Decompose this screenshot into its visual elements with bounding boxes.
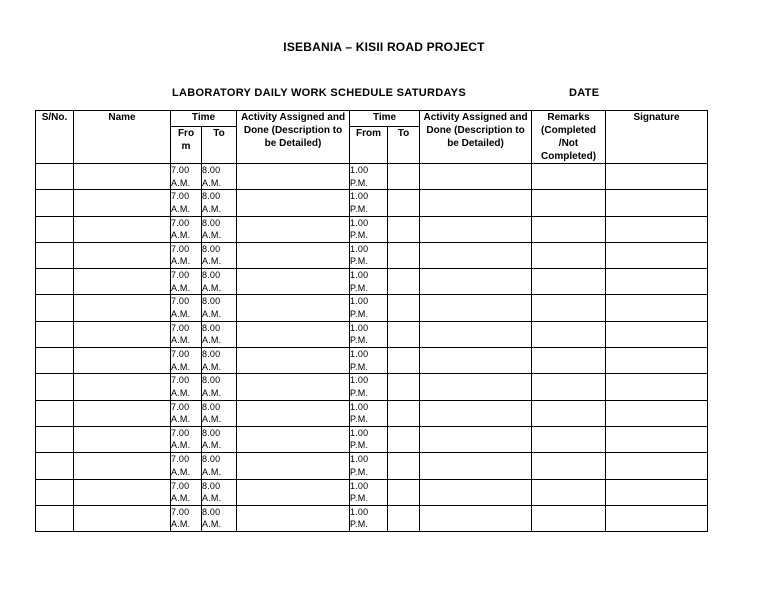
afternoon-to-cell [388, 374, 420, 400]
morning-from-cell: 7.00 A.M. [171, 190, 202, 216]
afternoon-activity-cell [420, 400, 532, 426]
afternoon-to-cell [388, 242, 420, 268]
name-cell [74, 505, 171, 531]
column-header-name: Name [74, 111, 171, 164]
afternoon-to-cell [388, 216, 420, 242]
afternoon-activity-cell [420, 479, 532, 505]
signature-cell [606, 453, 708, 479]
table-row [36, 505, 708, 531]
sno-cell [36, 453, 74, 479]
name-cell [74, 453, 171, 479]
remarks-cell [532, 216, 606, 242]
sno-cell [36, 426, 74, 452]
afternoon-activity-cell [420, 242, 532, 268]
afternoon-activity-cell [420, 453, 532, 479]
signature-cell [606, 479, 708, 505]
work-schedule-table [35, 110, 708, 532]
column-header-time-afternoon: Time [350, 111, 420, 127]
afternoon-to-cell [388, 505, 420, 531]
remarks-cell [532, 453, 606, 479]
name-cell [74, 269, 171, 295]
afternoon-from-cell: 1.00 P.M. [350, 348, 388, 374]
sno-cell [36, 400, 74, 426]
morning-activity-cell [237, 348, 350, 374]
schedule-subtitle: LABORATORY DAILY WORK SCHEDULE SATURDAYS [172, 87, 466, 99]
date-label: DATE [569, 87, 600, 99]
afternoon-activity-cell [420, 348, 532, 374]
sno-cell [36, 164, 74, 190]
morning-activity-cell [237, 269, 350, 295]
name-cell [74, 348, 171, 374]
morning-activity-cell [237, 505, 350, 531]
afternoon-to-cell [388, 400, 420, 426]
morning-to-cell: 8.00 A.M. [202, 479, 237, 505]
morning-activity-cell [237, 426, 350, 452]
sno-cell [36, 321, 74, 347]
morning-to-cell: 8.00 A.M. [202, 321, 237, 347]
table-row [36, 242, 708, 268]
table-row [36, 190, 708, 216]
name-cell [74, 374, 171, 400]
table-row [36, 453, 708, 479]
signature-cell [606, 242, 708, 268]
morning-from-cell: 7.00 A.M. [171, 321, 202, 347]
remarks-cell [532, 505, 606, 531]
name-cell [74, 216, 171, 242]
afternoon-from-cell: 1.00 P.M. [350, 479, 388, 505]
morning-from-cell: 7.00 A.M. [171, 426, 202, 452]
column-header-sno: S/No. [36, 111, 74, 164]
afternoon-to-cell [388, 348, 420, 374]
afternoon-from-cell: 1.00 P.M. [350, 453, 388, 479]
afternoon-from-cell: 1.00 P.M. [350, 164, 388, 190]
document-title: ISEBANIA – KISII ROAD PROJECT [283, 40, 485, 54]
name-cell [74, 479, 171, 505]
table-row [36, 348, 708, 374]
morning-activity-cell [237, 374, 350, 400]
sno-cell [36, 190, 74, 216]
remarks-cell [532, 242, 606, 268]
afternoon-to-cell [388, 426, 420, 452]
afternoon-from-cell: 1.00 P.M. [350, 190, 388, 216]
afternoon-from-cell: 1.00 P.M. [350, 505, 388, 531]
table-row [36, 269, 708, 295]
afternoon-from-cell: 1.00 P.M. [350, 269, 388, 295]
signature-cell [606, 321, 708, 347]
morning-from-cell: 7.00 A.M. [171, 242, 202, 268]
morning-activity-cell [237, 164, 350, 190]
column-header-to-morning: To [202, 127, 237, 164]
morning-to-cell: 8.00 A.M. [202, 295, 237, 321]
table-header-row [36, 111, 708, 127]
table-row [36, 426, 708, 452]
afternoon-activity-cell [420, 374, 532, 400]
table-row [36, 479, 708, 505]
afternoon-to-cell [388, 164, 420, 190]
sno-cell [36, 295, 74, 321]
name-cell [74, 295, 171, 321]
morning-to-cell: 8.00 A.M. [202, 453, 237, 479]
signature-cell [606, 505, 708, 531]
column-header-from-afternoon: From [350, 127, 388, 164]
morning-from-cell: 7.00 A.M. [171, 295, 202, 321]
morning-from-cell: 7.00 A.M. [171, 348, 202, 374]
morning-to-cell: 8.00 A.M. [202, 426, 237, 452]
column-header-from-morning: Fro m [171, 127, 202, 164]
column-header-activity-morning: Activity Assigned and Done (Description to be Detailed) [237, 111, 350, 164]
remarks-cell [532, 321, 606, 347]
table-row [36, 216, 708, 242]
morning-to-cell: 8.00 A.M. [202, 242, 237, 268]
sno-cell [36, 374, 74, 400]
sno-cell [36, 269, 74, 295]
remarks-cell [532, 374, 606, 400]
table-row [36, 295, 708, 321]
afternoon-from-cell: 1.00 P.M. [350, 242, 388, 268]
signature-cell [606, 426, 708, 452]
remarks-cell [532, 426, 606, 452]
afternoon-to-cell [388, 453, 420, 479]
afternoon-activity-cell [420, 295, 532, 321]
remarks-cell [532, 269, 606, 295]
remarks-cell [532, 164, 606, 190]
table-body [36, 164, 708, 532]
morning-activity-cell [237, 295, 350, 321]
morning-activity-cell [237, 216, 350, 242]
afternoon-from-cell: 1.00 P.M. [350, 216, 388, 242]
morning-to-cell: 8.00 A.M. [202, 348, 237, 374]
afternoon-from-cell: 1.00 P.M. [350, 374, 388, 400]
morning-activity-cell [237, 479, 350, 505]
morning-to-cell: 8.00 A.M. [202, 374, 237, 400]
afternoon-activity-cell [420, 216, 532, 242]
morning-from-cell: 7.00 A.M. [171, 453, 202, 479]
column-header-activity-afternoon: Activity Assigned and Done (Description to be Detailed) [420, 111, 532, 164]
morning-to-cell: 8.00 A.M. [202, 216, 237, 242]
signature-cell [606, 190, 708, 216]
afternoon-to-cell [388, 295, 420, 321]
sno-cell [36, 242, 74, 268]
table-row [36, 374, 708, 400]
remarks-cell [532, 190, 606, 216]
afternoon-from-cell: 1.00 P.M. [350, 295, 388, 321]
remarks-cell [532, 348, 606, 374]
afternoon-to-cell [388, 479, 420, 505]
name-cell [74, 426, 171, 452]
morning-activity-cell [237, 453, 350, 479]
afternoon-activity-cell [420, 190, 532, 216]
afternoon-from-cell: 1.00 P.M. [350, 400, 388, 426]
afternoon-from-cell: 1.00 P.M. [350, 321, 388, 347]
signature-cell [606, 164, 708, 190]
name-cell [74, 242, 171, 268]
signature-cell [606, 295, 708, 321]
signature-cell [606, 400, 708, 426]
table-row [36, 321, 708, 347]
morning-to-cell: 8.00 A.M. [202, 164, 237, 190]
name-cell [74, 190, 171, 216]
morning-activity-cell [237, 190, 350, 216]
morning-from-cell: 7.00 A.M. [171, 505, 202, 531]
afternoon-to-cell [388, 190, 420, 216]
column-header-to-afternoon: To [388, 127, 420, 164]
afternoon-from-cell: 1.00 P.M. [350, 426, 388, 452]
sno-cell [36, 505, 74, 531]
sno-cell [36, 348, 74, 374]
afternoon-activity-cell [420, 321, 532, 347]
morning-to-cell: 8.00 A.M. [202, 400, 237, 426]
table-row [36, 400, 708, 426]
column-header-signature: Signature [606, 111, 708, 164]
name-cell [74, 321, 171, 347]
morning-from-cell: 7.00 A.M. [171, 269, 202, 295]
afternoon-to-cell [388, 321, 420, 347]
column-header-remarks: Remarks (Completed /Not Completed) [532, 111, 606, 164]
morning-activity-cell [237, 321, 350, 347]
table-row [36, 164, 708, 190]
sno-cell [36, 479, 74, 505]
signature-cell [606, 216, 708, 242]
morning-activity-cell [237, 242, 350, 268]
sno-cell [36, 216, 74, 242]
afternoon-to-cell [388, 269, 420, 295]
morning-to-cell: 8.00 A.M. [202, 190, 237, 216]
morning-from-cell: 7.00 A.M. [171, 374, 202, 400]
signature-cell [606, 374, 708, 400]
afternoon-activity-cell [420, 164, 532, 190]
name-cell [74, 164, 171, 190]
remarks-cell [532, 295, 606, 321]
name-cell [74, 400, 171, 426]
morning-to-cell: 8.00 A.M. [202, 269, 237, 295]
remarks-cell [532, 479, 606, 505]
afternoon-activity-cell [420, 505, 532, 531]
morning-from-cell: 7.00 A.M. [171, 216, 202, 242]
morning-to-cell: 8.00 A.M. [202, 505, 237, 531]
afternoon-activity-cell [420, 426, 532, 452]
morning-from-cell: 7.00 A.M. [171, 164, 202, 190]
morning-from-cell: 7.00 A.M. [171, 400, 202, 426]
signature-cell [606, 269, 708, 295]
remarks-cell [532, 400, 606, 426]
morning-activity-cell [237, 400, 350, 426]
signature-cell [606, 348, 708, 374]
afternoon-activity-cell [420, 269, 532, 295]
morning-from-cell: 7.00 A.M. [171, 479, 202, 505]
column-header-time-morning: Time [171, 111, 237, 127]
